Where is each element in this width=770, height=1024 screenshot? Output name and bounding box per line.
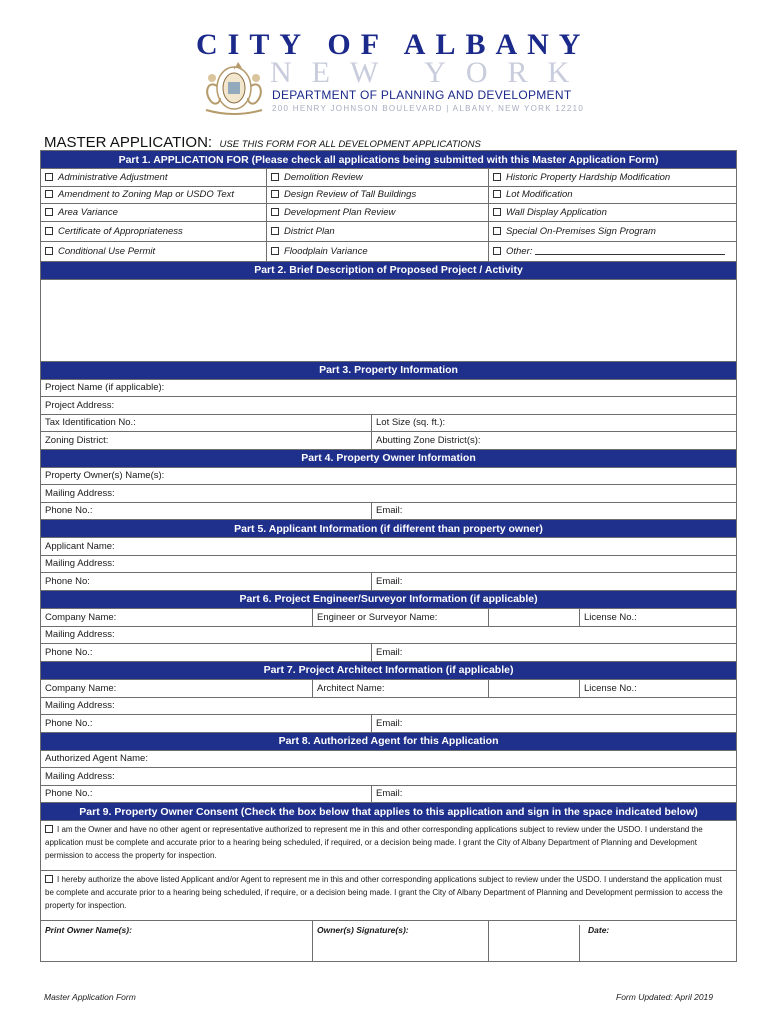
architect-mailing-field[interactable]: Mailing Address:	[41, 697, 737, 715]
checkbox-icon[interactable]	[493, 190, 501, 198]
owner-phone-field[interactable]: Phone No.:	[41, 502, 372, 520]
project-description-field[interactable]	[41, 279, 737, 361]
checkbox-icon[interactable]	[493, 173, 501, 181]
applicant-mailing-field[interactable]: Mailing Address:	[41, 555, 737, 573]
engineer-license-field[interactable]: License No.:	[489, 608, 737, 626]
footer-form-name: Master Application Form	[44, 992, 136, 1002]
department-name	[272, 88, 571, 102]
engineer-name-field[interactable]: Engineer or Surveyor Name:	[313, 608, 489, 626]
checkbox-icon[interactable]	[271, 190, 279, 198]
city-name: CITY OF ALBANY	[196, 28, 591, 61]
checkbox-icon[interactable]	[271, 227, 279, 235]
checkbox-area-variance[interactable]: Area Variance	[41, 204, 267, 222]
checkbox-icon[interactable]	[45, 247, 53, 255]
form-title: MASTER APPLICATION:	[44, 134, 213, 151]
checkbox-icon[interactable]	[271, 247, 279, 255]
architect-name-field[interactable]: Architect Name:	[313, 679, 489, 697]
master-application-form	[40, 150, 737, 962]
checkbox-icon[interactable]	[45, 208, 53, 216]
checkbox-icon[interactable]	[493, 208, 501, 216]
abutting-zone-field[interactable]: Abutting Zone District(s):	[372, 432, 737, 450]
checkbox-district-plan[interactable]: District Plan	[267, 221, 489, 241]
checkbox-other[interactable]: Other:	[489, 241, 737, 261]
checkbox-amendment-zoning[interactable]: Amendment to Zoning Map or USDO Text	[41, 186, 267, 204]
checkbox-icon[interactable]	[45, 227, 53, 235]
checkbox-icon[interactable]	[271, 173, 279, 181]
owner-mailing-field[interactable]: Mailing Address:	[41, 485, 737, 503]
consent-owner-option[interactable]: I am the Owner and have no other agent or representative authorized to represent me in this and other corresponding applications subject to review under the USDO. I understand the application must be complete and accurate prior to a hearing being scheduled, if required, or a decision being made. I grant the City of Albany Department of Planning and Development permission to access the property for inspection.	[41, 821, 737, 871]
checkbox-icon[interactable]	[45, 825, 53, 833]
checkbox-icon[interactable]	[271, 208, 279, 216]
applicant-email-field[interactable]: Email:	[372, 573, 737, 591]
owner-signature-field[interactable]: Owner(s) Signature(s):	[313, 921, 489, 962]
city-seal-icon	[198, 56, 270, 116]
engineer-email-field[interactable]: Email:	[372, 644, 737, 662]
part2-heading: Part 2. Brief Description of Proposed Project / Activity	[41, 261, 737, 279]
checkbox-icon[interactable]	[45, 875, 53, 883]
architect-phone-field[interactable]: Phone No.:	[41, 715, 372, 733]
department-name-text: DEPARTMENT OF PLANNING AND DEVELOPMENT	[272, 88, 572, 102]
checkbox-administrative-adjustment[interactable]: Administrative Adjustment	[41, 169, 267, 187]
state-name: NEW YORK	[270, 56, 590, 89]
checkbox-icon[interactable]	[45, 173, 53, 181]
part5-heading: Part 5. Applicant Information (if different than property owner)	[41, 520, 737, 538]
other-input-line[interactable]	[535, 246, 725, 255]
part4-heading: Part 4. Property Owner Information	[41, 449, 737, 467]
project-name-field[interactable]: Project Name (if applicable):	[41, 379, 737, 397]
engineer-phone-field[interactable]: Phone No.:	[41, 644, 372, 662]
checkbox-icon[interactable]	[45, 190, 53, 198]
engineer-company-field[interactable]: Company Name:	[41, 608, 313, 626]
checkbox-historic-hardship[interactable]: Historic Property Hardship Modification	[489, 169, 737, 187]
part7-heading: Part 7. Project Architect Information (if applicable)	[41, 661, 737, 679]
agent-mailing-field[interactable]: Mailing Address:	[41, 768, 737, 786]
architect-company-field[interactable]: Company Name:	[41, 679, 313, 697]
architect-email-field[interactable]: Email:	[372, 715, 737, 733]
checkbox-certificate-appropriateness[interactable]: Certificate of Appropriateness	[41, 221, 267, 241]
checkbox-lot-modification[interactable]: Lot Modification	[489, 186, 737, 204]
project-address-field[interactable]: Project Address:	[41, 397, 737, 415]
owner-name-field[interactable]: Property Owner(s) Name(s):	[41, 467, 737, 485]
owner-email-field[interactable]: Email:	[372, 502, 737, 520]
date-field[interactable]: Date:	[489, 921, 737, 962]
checkbox-floodplain-variance[interactable]: Floodplain Variance	[267, 241, 489, 261]
letterhead	[0, 0, 770, 130]
applicant-phone-field[interactable]: Phone No:	[41, 573, 372, 591]
footer-updated-date: Form Updated: April 2019	[616, 992, 714, 1002]
agent-email-field[interactable]: Email:	[372, 785, 737, 803]
part9-heading: Part 9. Property Owner Consent (Check the box below that applies to this application and sign in the space indicated below)	[41, 803, 737, 821]
agent-name-field[interactable]: Authorized Agent Name:	[41, 750, 737, 768]
lot-size-field[interactable]: Lot Size (sq. ft.):	[372, 414, 737, 432]
form-subtitle: USE THIS FORM FOR ALL DEVELOPMENT APPLICATIONS	[219, 139, 481, 150]
checkbox-icon[interactable]	[493, 247, 501, 255]
agent-phone-field[interactable]: Phone No.:	[41, 785, 372, 803]
checkbox-conditional-use[interactable]: Conditional Use Permit	[41, 241, 267, 261]
print-owner-name-field[interactable]: Print Owner Name(s):	[41, 921, 313, 962]
part6-heading: Part 6. Project Engineer/Surveyor Information (if applicable)	[41, 590, 737, 608]
tax-id-field[interactable]: Tax Identification No.:	[41, 414, 372, 432]
checkbox-demolition-review[interactable]: Demolition Review	[267, 169, 489, 187]
checkbox-development-plan-review[interactable]: Development Plan Review	[267, 204, 489, 222]
applicant-name-field[interactable]: Applicant Name:	[41, 538, 737, 556]
engineer-mailing-field[interactable]: Mailing Address:	[41, 626, 737, 644]
checkbox-design-review-tall[interactable]: Design Review of Tall Buildings	[267, 186, 489, 204]
department-address: 200 HENRY JOHNSON BOULEVARD | ALBANY, NEW YORK 12210	[272, 104, 585, 113]
zoning-district-field[interactable]: Zoning District:	[41, 432, 372, 450]
architect-license-field[interactable]: License No.:	[489, 679, 737, 697]
part8-heading: Part 8. Authorized Agent for this Application	[41, 732, 737, 750]
part1-heading: Part 1. APPLICATION FOR (Please check all applications being submitted with this Master Application Form)	[41, 151, 737, 169]
checkbox-sign-program[interactable]: Special On-Premises Sign Program	[489, 221, 737, 241]
part3-heading: Part 3. Property Information	[41, 361, 737, 379]
consent-agent-option[interactable]: I hereby authorize the above listed Applicant and/or Agent to represent me in this and other corresponding applications subject to review under the USDO. I understand the application must be complete and accurate prior to a hearing being scheduled, if require, or a decision being made. I grant the City of Albany Department of Planning and Development permission to access the property for inspection.	[41, 871, 737, 921]
checkbox-wall-display[interactable]: Wall Display Application	[489, 204, 737, 222]
checkbox-icon[interactable]	[493, 227, 501, 235]
